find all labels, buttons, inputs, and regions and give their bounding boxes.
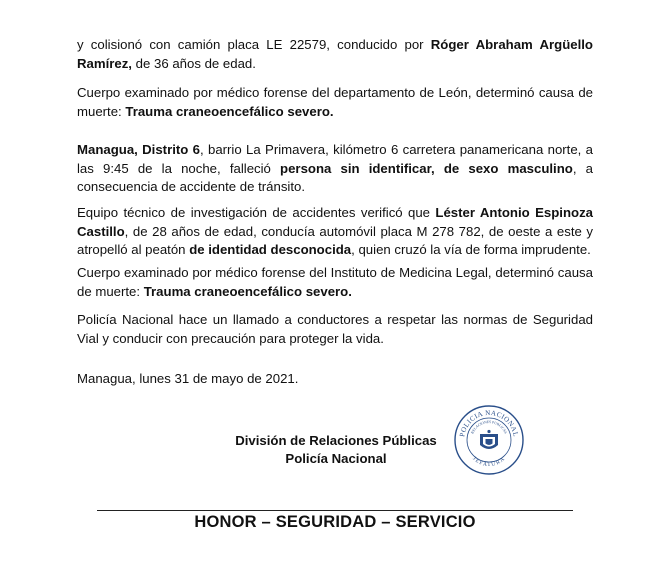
bold-text-run: Róger Abraham Argüello Ramírez,: [77, 37, 593, 71]
bold-text-run: Trauma craneoencefálico severo.: [125, 103, 334, 119]
text-run: Managua, lunes 31 de mayo de 2021.: [77, 371, 299, 386]
signature-block: [196, 432, 476, 468]
bold-text-run: persona sin identificar, de sexo masculino: [280, 160, 573, 176]
text-run: Cuerpo examinado por médico forense del Instituto de Medicina Legal, determinó causa de muerte:: [77, 265, 593, 299]
paragraph-managua-incident: [77, 141, 593, 197]
paragraph-investigation: [77, 204, 593, 260]
seal-bottom-text: JEFATURA: [471, 455, 507, 469]
seal-inner-text: RELACIONES PUBLICAS: [470, 419, 508, 435]
text-run: de 36 años de edad.: [131, 55, 256, 71]
paragraph-date-line: [77, 370, 593, 389]
text-run: , a consecuencia de accidente de tránsito.: [77, 160, 593, 194]
paragraph-collision-details: [77, 36, 593, 73]
signature-institution: Policía Nacional: [285, 451, 387, 466]
text-run: , quien cruzó la vía de forma imprudente.: [351, 242, 591, 257]
text-run: , de 28 años de edad, conducía automóvil placa M 278 782, de oeste a este y atropelló al peatón: [77, 223, 593, 257]
bold-text-run: Léster Antonio Espinoza Castillo: [77, 205, 593, 239]
footer-motto: HONOR – SEGURIDAD – SERVICIO: [194, 513, 476, 531]
bold-text-run: de identidad desconocida: [189, 242, 352, 257]
text-run: Cuerpo examinado por médico forense del departamento de León, determinó causa de muerte:: [77, 85, 593, 119]
police-seal-icon: [453, 404, 525, 476]
text-run: Policía Nacional hace un llamado a conductores a respetar las normas de Seguridad Vial y conducir con precaución para proteger la vida.: [77, 312, 593, 346]
bold-text-run: Managua, Distrito 6: [77, 142, 200, 157]
text-run: , barrio La Primavera, kilómetro 6 carretera panamericana norte, a las 9:45 de la noche, falleció: [77, 142, 594, 176]
signature-division: División de Relaciones Públicas: [235, 433, 437, 448]
paragraph-police-appeal: [77, 311, 593, 348]
text-run: Equipo técnico de investigación de accidentes verificó que: [77, 205, 436, 220]
paragraph-forensic-leon: [77, 84, 593, 121]
paragraph-forensic-iml: [77, 264, 593, 301]
bold-text-run: Trauma craneoencefálico severo.: [143, 283, 352, 299]
seal-top-text: POLICIA NACIONAL: [458, 408, 520, 438]
text-run: y colisionó con camión placa LE 22579, conducido por: [77, 37, 431, 52]
